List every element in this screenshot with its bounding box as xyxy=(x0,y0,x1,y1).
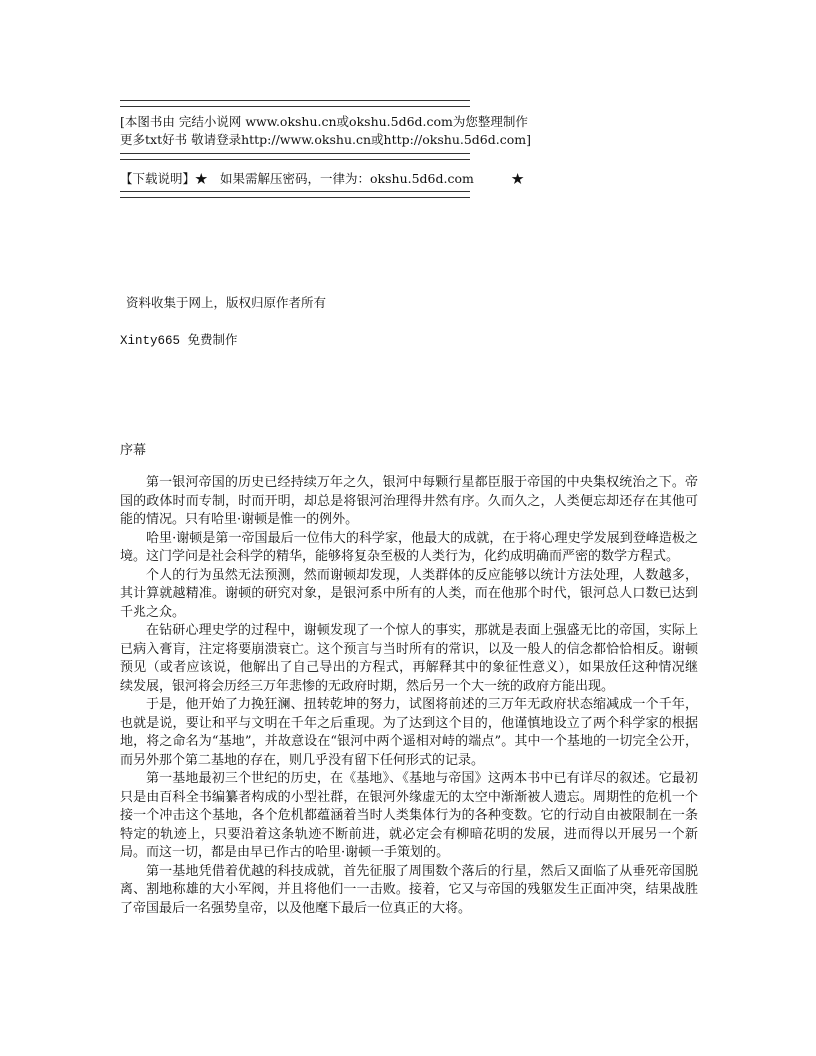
separator-top xyxy=(120,100,470,107)
paragraph: 第一银河帝国的历史已经持续万年之久，银河中每颗行星都臣服于帝国的中央集权统治之下。帝国的政体时而专制，时而开明，却总是将银河治理得井然有序。久而久之，人类便忘却还存在其他可能的情况。只有哈里·谢顿是惟一的例外。 xyxy=(120,475,698,527)
separator-middle xyxy=(120,153,470,160)
paragraph: 于是，他开始了力挽狂澜、扭转乾坤的努力，试图将前述的三万年无政府状态缩减成一个千年，也就是说，要让和平与文明在千年之后重现。为了达到这个目的，他谨慎地设立了两个科学家的根据地，将之命名为“基地”，并故意设在“银河中两个遥相对峙的端点”。其中一个基地的一切完全公开，而另外那个第二基地的存在，则几乎没有留下任何形式的记录。 xyxy=(120,697,698,768)
paragraph: 哈里·谢顿是第一帝国最后一位伟大的科学家，他最大的成就，在于将心理史学发展到登峰造极之境。这门学问是社会科学的精华，能够将复杂至极的人类行为，化约成明确而严密的数学方程式。 xyxy=(120,530,698,564)
paragraph: 在钻研心理史学的过程中，谢顿发现了一个惊人的事实，那就是表面上强盛无比的帝国，实际上已病入膏肓，注定将要崩溃衰亡。这个预言与当时所有的常识，以及一般人的信念都恰恰相反。谢顿预见（或者应该说，他解出了自己导出的方程式，再解释其中的象征性意义），如果放任这种情况继续发展，银河将会历经三万年悲惨的无政府时期，然后另一个大一统的政府方能出现。 xyxy=(120,623,698,694)
credits-line-1: 资料收集于网上，版权归原作者所有 xyxy=(126,295,327,310)
paragraph: 第一基地最初三个世纪的历史，在《基地》、《基地与帝国》这两本书中已有详尽的叙述。它最初只是由百科全书编纂者构成的小型社群，在银河外缘虚无的太空中渐渐被人遗忘。周期性的危机一个接一个冲击这个基地，各个危机都蕴涵着当时人类集体行为的各种变数。它的行动自由被限制在一条特定的轨迹上，只要沿着这条轨迹不断前进，就必定会有柳暗花明的发展，进而得以开展另一个新局。而这一切，都是由早已作古的哈里·谢顿一手策划的。 xyxy=(120,771,698,860)
section-title: 序幕 xyxy=(120,443,147,458)
paragraph: 第一基地凭借着优越的科技成就，首先征服了周围数个落后的行星，然后又面临了从垂死帝国脱离、割地称雄的大小军阀，并且将他们一一击败。接着，它又与帝国的残躯发生正面冲突，结果战胜了帝国最后一名强势皇帝，以及他麾下最后一位真正的大将。 xyxy=(120,863,698,916)
separator-bottom xyxy=(120,191,470,198)
paragraph: 个人的行为虽然无法预测，然而谢顿却发现，人类群体的反应能够以统计方法处理，人数越多，其计算就越精准。谢顿的研究对象，是银河系中所有的人类，而在他那个时代，银河总人口数已达到千兆之众。 xyxy=(120,567,698,620)
body-text xyxy=(120,474,698,918)
download-note: 【下载说明】★ 如果需解压密码，一律为：okshu.5d6d.com ★ xyxy=(120,171,524,186)
header-line-2: 更多txt好书 敬请登录http://www.okshu.cn或http://okshu.5d6d.com] xyxy=(120,132,531,147)
header-line-1: [本图书由 完结小说网 www.okshu.cn或okshu.5d6d.com为您整理制作 xyxy=(120,114,528,129)
credits-line-2: Xinty665 免费制作 xyxy=(120,334,238,348)
